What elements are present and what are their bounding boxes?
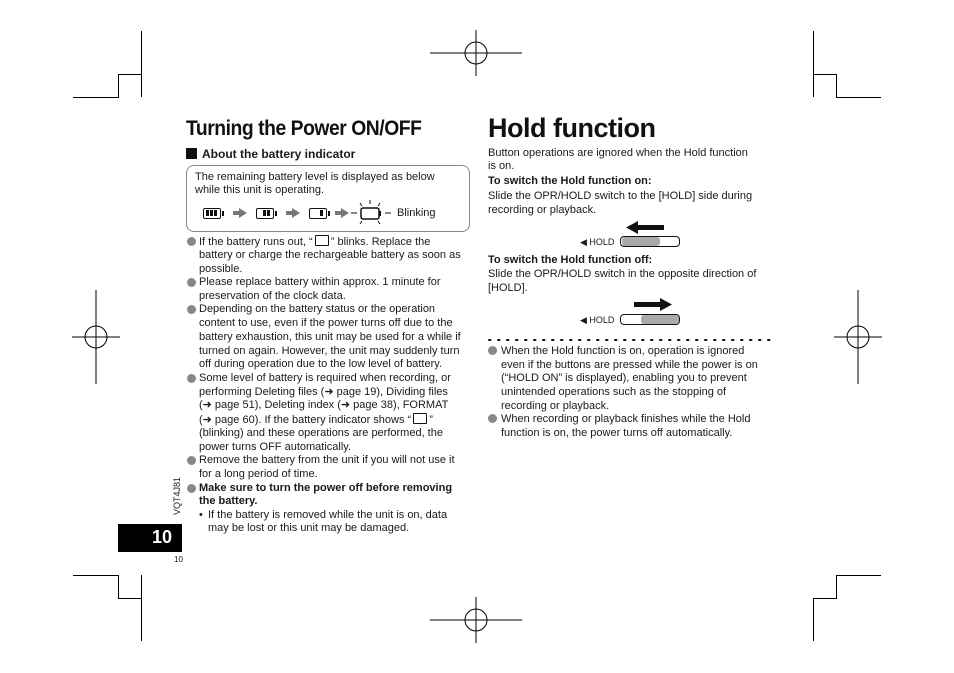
page-number-small: 10 (174, 555, 183, 564)
crop-mark (813, 598, 837, 599)
section-heading-power: Turning the Power ON/OFF (186, 117, 422, 140)
registration-target-icon (834, 290, 882, 384)
crop-mark (118, 74, 119, 98)
crop-mark (836, 575, 837, 599)
dotted-divider (488, 338, 778, 342)
bullet-icon (488, 414, 497, 423)
hold-on-title: To switch the Hold function on: (488, 175, 652, 187)
crop-mark (836, 575, 881, 576)
box-text-line: The remaining battery level is displayed as below (195, 171, 435, 183)
battery-two-thirds-icon (256, 208, 274, 219)
crop-mark (836, 74, 837, 98)
battery-empty-icon (413, 413, 427, 424)
battery-full-icon (203, 208, 221, 219)
square-bullet-icon (186, 148, 197, 159)
bullet-icon (488, 346, 497, 355)
battery-indicator-subheading: About the battery indicator (202, 147, 356, 161)
crop-mark (813, 31, 814, 97)
battery-blinking-icon (348, 198, 394, 228)
hold-label: ◀ HOLD (580, 237, 615, 247)
hold-off-title: To switch the Hold function off: (488, 254, 653, 266)
registration-target-icon (72, 290, 120, 384)
sub-bullet-marker: • (199, 509, 203, 521)
arrow-left-icon (626, 220, 666, 234)
bullet-icon (187, 278, 196, 287)
page-number: 10 (152, 527, 173, 547)
section-heading-hold: Hold function (488, 113, 656, 143)
bullet-icon (187, 484, 196, 493)
crop-mark (813, 74, 837, 75)
crop-mark (118, 74, 142, 75)
hold-switch-on (620, 236, 680, 247)
bullet-icon (187, 374, 196, 383)
crop-mark (73, 575, 118, 576)
blinking-label: Blinking (397, 207, 436, 219)
registration-target-icon (430, 597, 522, 643)
battery-one-third-icon (309, 208, 327, 219)
box-text-line: while this unit is operating. (195, 184, 325, 196)
bullet-icon (187, 456, 196, 465)
bullet-icon (187, 305, 196, 314)
model-code: VQT4J81 (172, 476, 182, 515)
crop-mark (813, 598, 814, 641)
crop-mark (141, 31, 142, 97)
crop-mark (73, 97, 118, 98)
hold-label: ◀ HOLD (580, 315, 615, 325)
crop-mark (836, 97, 881, 98)
registration-target-icon (430, 30, 522, 76)
crop-mark (141, 575, 142, 641)
hold-switch-off (620, 314, 680, 325)
arrow-right-icon (632, 297, 672, 311)
crop-mark (118, 575, 119, 599)
bullet-icon (187, 237, 196, 246)
battery-empty-icon (315, 235, 329, 246)
crop-mark (118, 598, 142, 599)
